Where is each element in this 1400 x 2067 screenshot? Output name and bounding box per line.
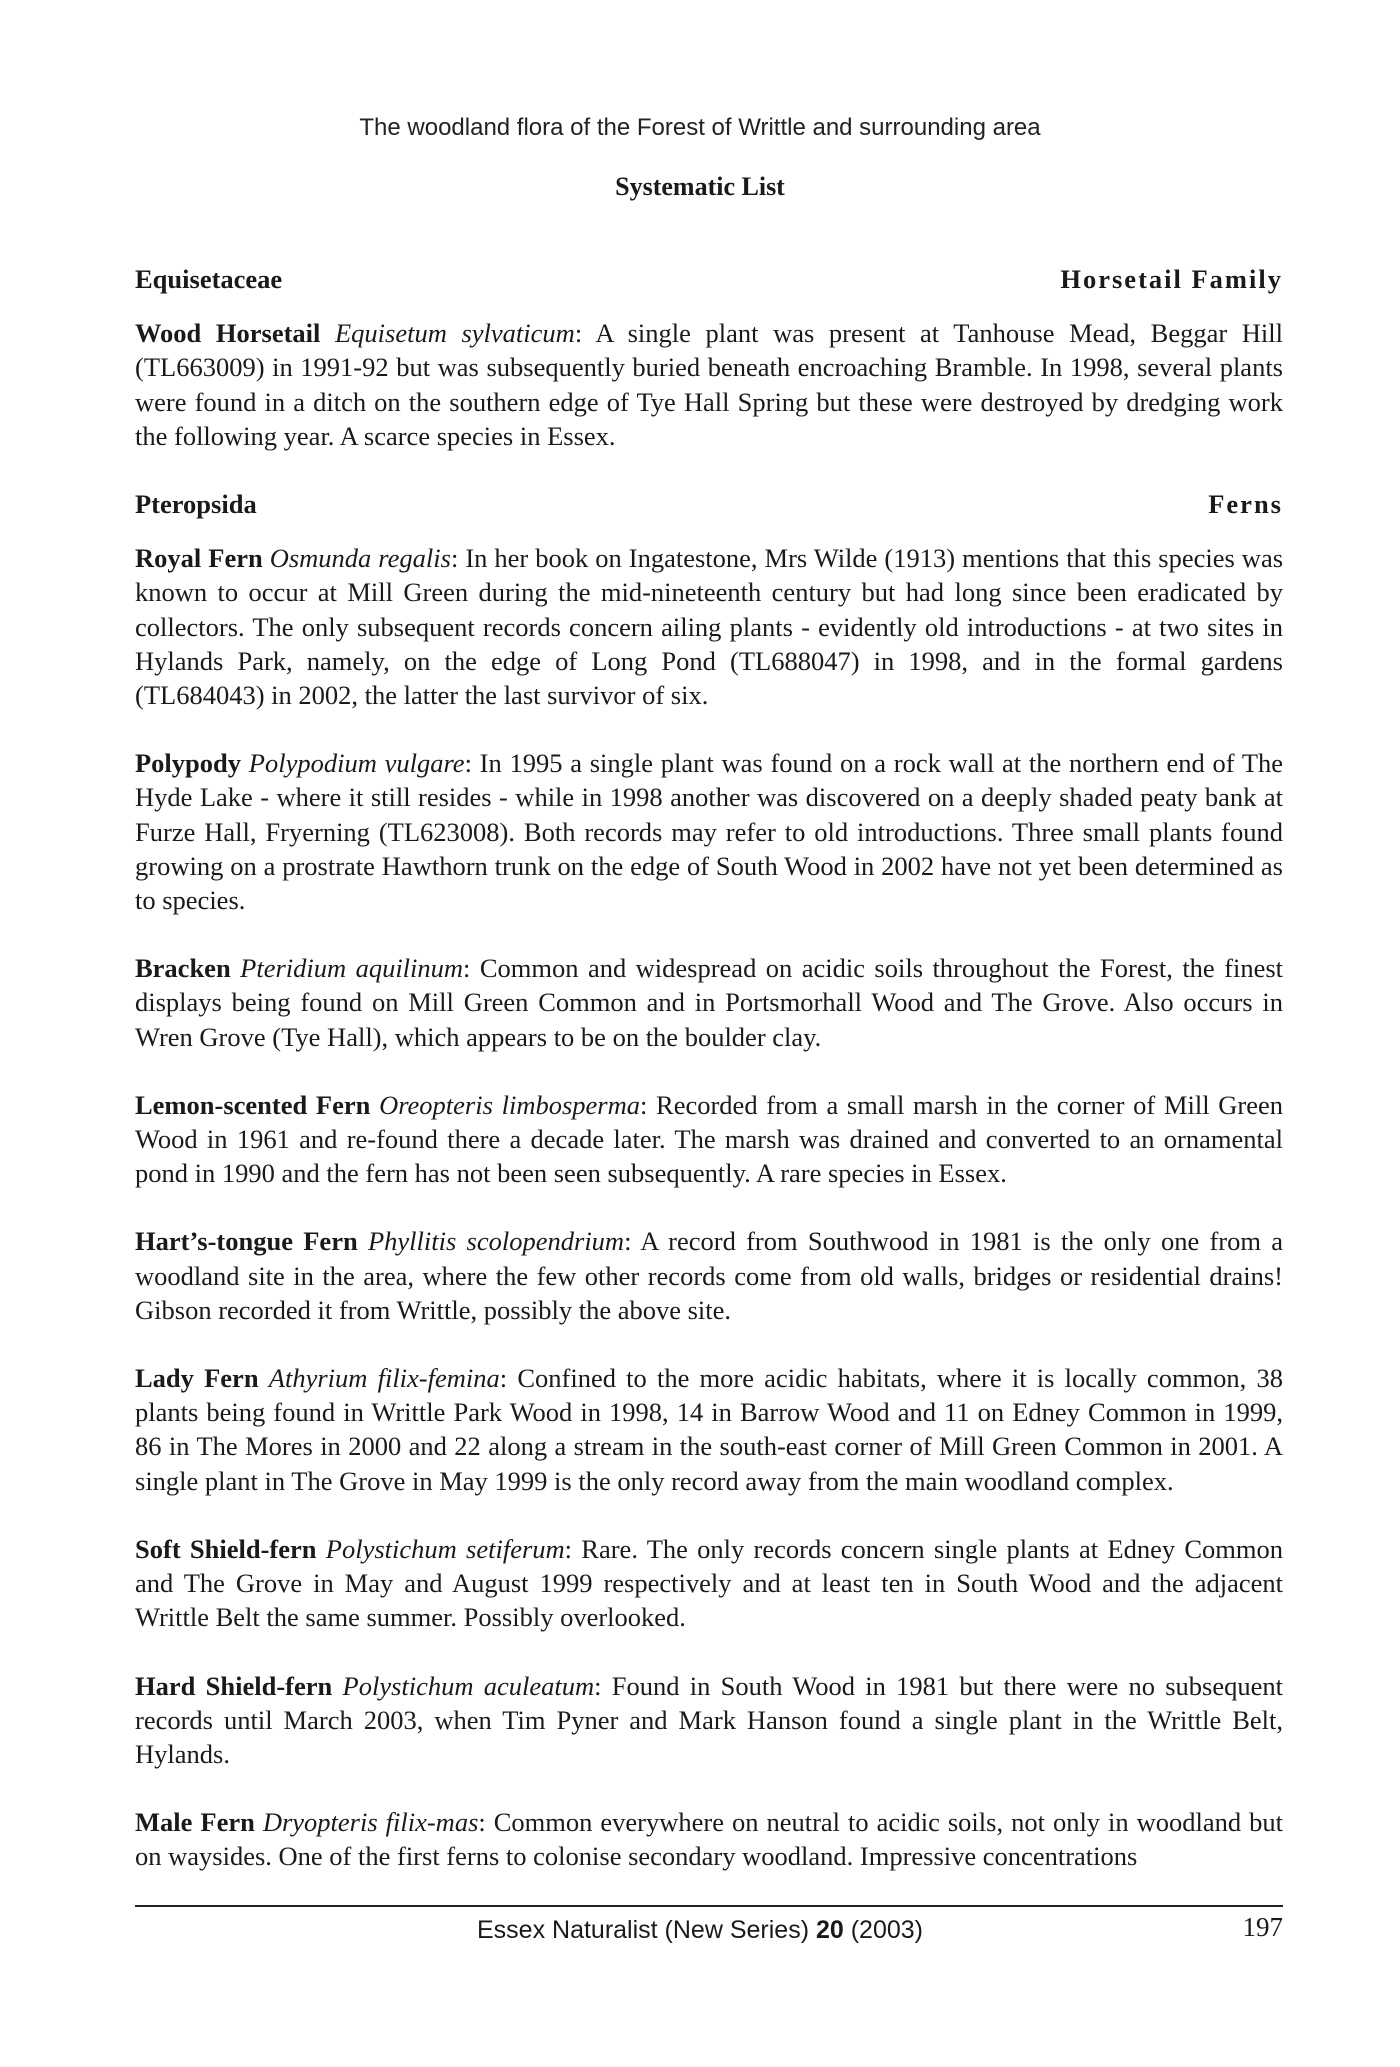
species-common-name: Polypody — [135, 748, 242, 779]
species-description: : Rare. The only records concern single plants at Edney Common and The Grove in May and August 1999 respectively and at least ten in South Wood and the adjacent Writtle Belt the same summer. Possibly overlooked. — [135, 1533, 1284, 1633]
running-head: The woodland flora of the Forest of Writtle and surrounding area — [359, 114, 1041, 141]
family-common-name: Horsetail Family — [1060, 264, 1283, 294]
species-common-name: Wood Horsetail — [135, 318, 321, 349]
systematic-list — [135, 262, 1283, 1908]
family-scientific-name: Pteropsida — [135, 489, 257, 520]
species-entry — [135, 746, 1283, 917]
species-description: : A record from Southwood in 1981 is the only one from a woodland site in the area, where the few other records come from old walls, bridges or residential drains! Gibson recorded it from Writtle, possibly the above site. — [135, 1226, 1284, 1325]
species-description: : In her book on Ingatestone, Mrs Wilde (1913) mentions that this species was known to occur at Mill Green during the mid-nineteenth century but had long since been eradicated by collectors. The only subsequent records concern ailing plants - evidently old introductions - at two sites in Hylands Park, namely, on the edge of Long Pond (TL688047) in 1998, and in the formal gardens (TL684043) in 2002, the latter the last survivor of six. — [135, 543, 1284, 711]
species-latin-name: Dryopteris filix-mas — [262, 1807, 479, 1838]
family-heading — [135, 262, 1283, 296]
species-latin-name: Equisetum sylvaticum — [335, 318, 575, 349]
species-common-name: Lemon-scented Fern — [135, 1089, 371, 1120]
species-description: : Confined to the more acidic habitats, where it is locally common, 38 plants being found in Writtle Park Wood in 1998, 14 in Barrow Wood and 11 on Edney Common in 1999, 86 in The Mores in 2000 and 22 along a stream in the south-east corner of Mill Green Common in 2001. A single plant in The Grove in May 1999 is the only record away from the main woodland complex. — [135, 1363, 1283, 1496]
species-description: : Recorded from a small marsh in the corner of Mill Green Wood in 1961 and re-found there a decade later. The marsh was drained and converted to an ornamental pond in 1990 and the fern has not been seen subsequently. A rare species in Essex. — [135, 1089, 1284, 1189]
family-heading — [135, 487, 1283, 521]
footer-divider — [135, 1905, 1283, 1907]
species-entry — [135, 541, 1283, 712]
species-entry — [135, 1532, 1283, 1635]
species-latin-name: Polypodium vulgare — [248, 748, 465, 779]
journal-name: Essex Naturalist (New Series) — [476, 1916, 810, 1944]
species-entry — [135, 951, 1283, 1054]
species-entry — [135, 1224, 1283, 1327]
species-entry — [135, 316, 1283, 453]
species-common-name: Lady Fern — [135, 1363, 259, 1394]
journal-year: (2003) — [850, 1916, 923, 1944]
species-description: : Found in South Wood in 1981 but there were no subsequent records until March 2003, when Tim Pyner and Mark Hanson found a single plant in the Writtle Belt, Hylands. — [135, 1670, 1283, 1769]
species-description: : A single plant was present at Tanhouse Mead, Beggar Hill (TL663009) in 1991-92 but was subsequently buried beneath encroaching Bramble. In 1998, several plants were found in a ditch on the southern edge of Tye Hall Spring but these were destroyed by dredging work the following year. A scarce species in Essex. — [135, 318, 1283, 451]
species-common-name: Male Fern — [135, 1807, 255, 1838]
species-entry — [135, 1805, 1283, 1873]
species-description: : Common everywhere on neutral to acidic soils, not only in woodland but on waysides. One of the first ferns to colonise secondary woodland. Impressive concentrations — [135, 1807, 1284, 1872]
family-scientific-name: Equisetaceae — [135, 264, 283, 294]
species-description: : In 1995 a single plant was found on a rock wall at the northern end of The Hyde Lake - where it still resides - while in 1998 another was discovered on a deeply shaded peaty bank at Furze Hall, Fryerning (TL623008). Both records may refer to old introductions. Three small plants found growing on a prostrate Hawthorn trunk on the edge of South Wood in 2002 have not yet been determined as to species. — [135, 748, 1284, 916]
section-title: Systematic List — [615, 172, 785, 201]
species-common-name: Bracken — [135, 953, 231, 984]
species-common-name: Royal Fern — [135, 543, 263, 574]
species-entry — [135, 1088, 1283, 1191]
species-common-name: Hart’s-tongue Fern — [135, 1226, 358, 1257]
footer-citation — [0, 1916, 1400, 1945]
species-latin-name: Oreopteris limbosperma — [379, 1089, 640, 1120]
species-latin-name: Polystichum aculeatum — [342, 1670, 595, 1701]
species-latin-name: Pteridium aquilinum — [240, 953, 464, 984]
species-latin-name: Phyllitis scolopendrium — [367, 1226, 625, 1257]
species-common-name: Soft Shield-fern — [135, 1533, 317, 1564]
species-description: : Common and widespread on acidic soils throughout the Forest, the finest displays being found on Mill Green Common and in Portsmorhall Wood and The Grove. Also occurs in Wren Grove (Tye Hall), which appears to be on the boulder clay. — [135, 953, 1284, 1052]
species-latin-name: Osmunda regalis — [269, 543, 451, 574]
family-common-name: Ferns — [1208, 489, 1283, 520]
species-latin-name: Polystichum setiferum — [325, 1533, 565, 1564]
species-entry — [135, 1361, 1283, 1498]
species-latin-name: Athyrium filix-femina — [268, 1363, 500, 1394]
page-number: 197 — [1242, 1912, 1283, 1942]
journal-volume: 20 — [815, 1916, 844, 1944]
species-entry — [135, 1669, 1283, 1772]
species-common-name: Hard Shield-fern — [135, 1670, 333, 1701]
